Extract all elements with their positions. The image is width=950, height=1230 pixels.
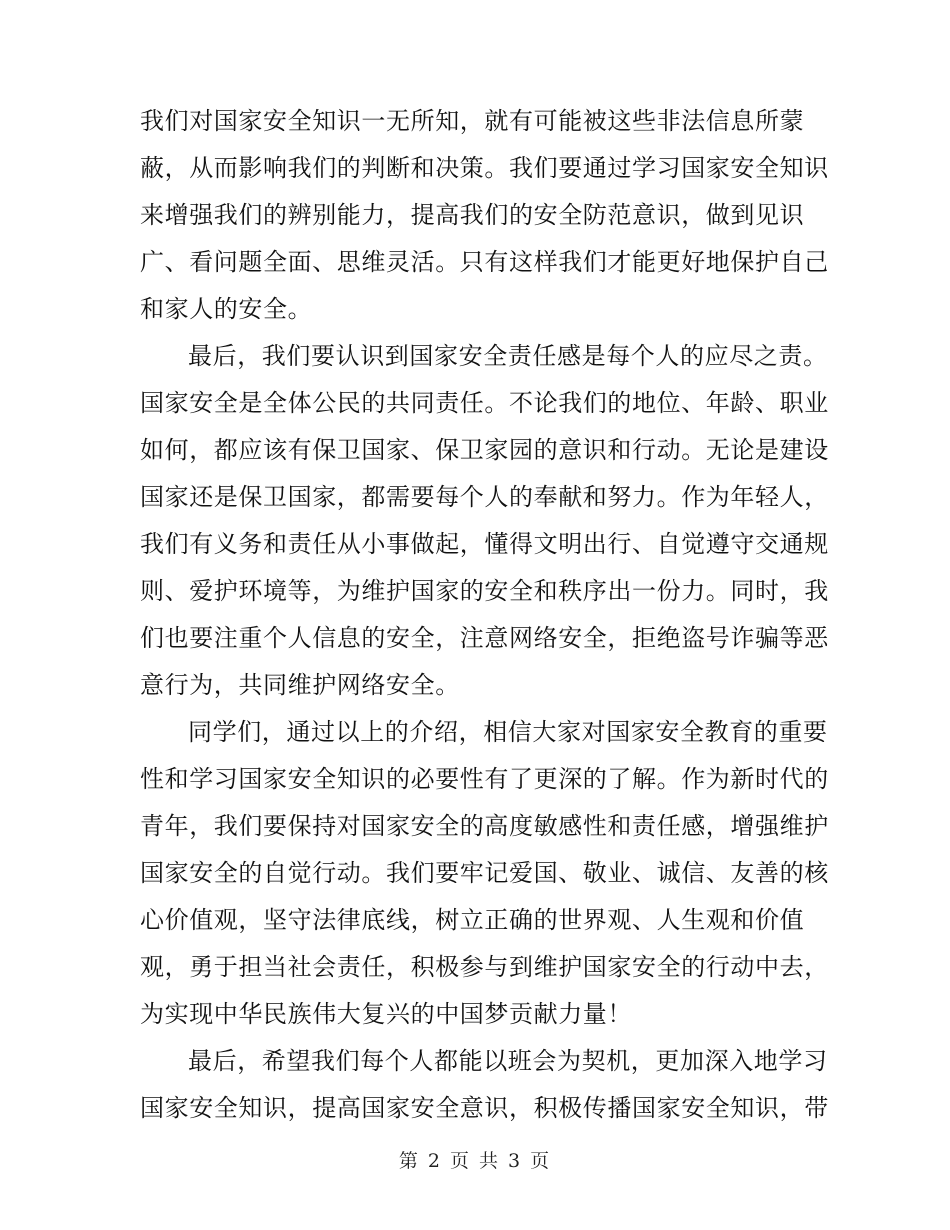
text-line: 和家人的安全。 xyxy=(140,295,313,323)
text-line: 意行为，共同维护网络安全。 xyxy=(140,671,460,699)
text-line: 蔽，从而影响我们的判断和决策。我们要通过学习国家安全知识 xyxy=(140,154,829,182)
text-line: 则、爱护环境等，为维护国家的安全和秩序出一份力。同时，我 xyxy=(140,577,829,605)
paragraph xyxy=(140,1038,829,1132)
text-line: 国家安全知识，提高国家安全意识，积极传播国家安全知识，带 xyxy=(140,1094,829,1122)
text-line: 我们有义务和责任从小事做起，懂得文明出行、自觉遵守交通规 xyxy=(140,530,829,558)
text-line: 如何，都应该有保卫国家、保卫家园的意识和行动。无论是建设 xyxy=(140,436,829,464)
text-line: 性和学习国家安全知识的必要性有了更深的了解。作为新时代的 xyxy=(140,765,829,793)
text-line: 来增强我们的辨别能力，提高我们的安全防范意识，做到见识 xyxy=(140,201,805,229)
text-line: 最后，希望我们每个人都能以班会为契机，更加深入地学习 xyxy=(188,1047,828,1075)
paragraph xyxy=(140,98,829,333)
paragraph xyxy=(140,333,829,709)
text-line: 广、看问题全面、思维灵活。只有这样我们才能更好地保护自己 xyxy=(140,248,829,276)
text-line: 观，勇于担当社会责任，积极参与到维护国家安全的行动中去， xyxy=(140,953,829,981)
text-line: 青年，我们要保持对国家安全的高度敏感性和责任感，增强维护 xyxy=(140,812,829,840)
text-line: 我们对国家安全知识一无所知，就有可能被这些非法信息所蒙 xyxy=(140,107,805,135)
text-line: 国家安全是全体公民的共同责任。不论我们的地位、年龄、职业 xyxy=(140,389,829,417)
text-line: 们也要注重个人信息的安全，注意网络安全，拒绝盗号诈骗等恶 xyxy=(140,624,829,652)
page-number-footer: 第 2 页 共 3 页 xyxy=(398,1150,552,1172)
paragraph xyxy=(140,709,829,1038)
text-line: 同学们，通过以上的介绍，相信大家对国家安全教育的重要 xyxy=(188,718,828,746)
text-line: 国家安全的自觉行动。我们要牢记爱国、敬业、诚信、友善的核 xyxy=(140,859,829,887)
text-line: 心价值观，坚守法律底线，树立正确的世界观、人生观和价值 xyxy=(140,906,805,934)
document-body xyxy=(140,98,829,1132)
text-line: 为实现中华民族伟大复兴的中国梦贡献力量！ xyxy=(140,1000,632,1028)
text-line: 国家还是保卫国家，都需要每个人的奉献和努力。作为年轻人， xyxy=(140,483,829,511)
text-line: 最后，我们要认识到国家安全责任感是每个人的应尽之责。 xyxy=(188,342,828,370)
